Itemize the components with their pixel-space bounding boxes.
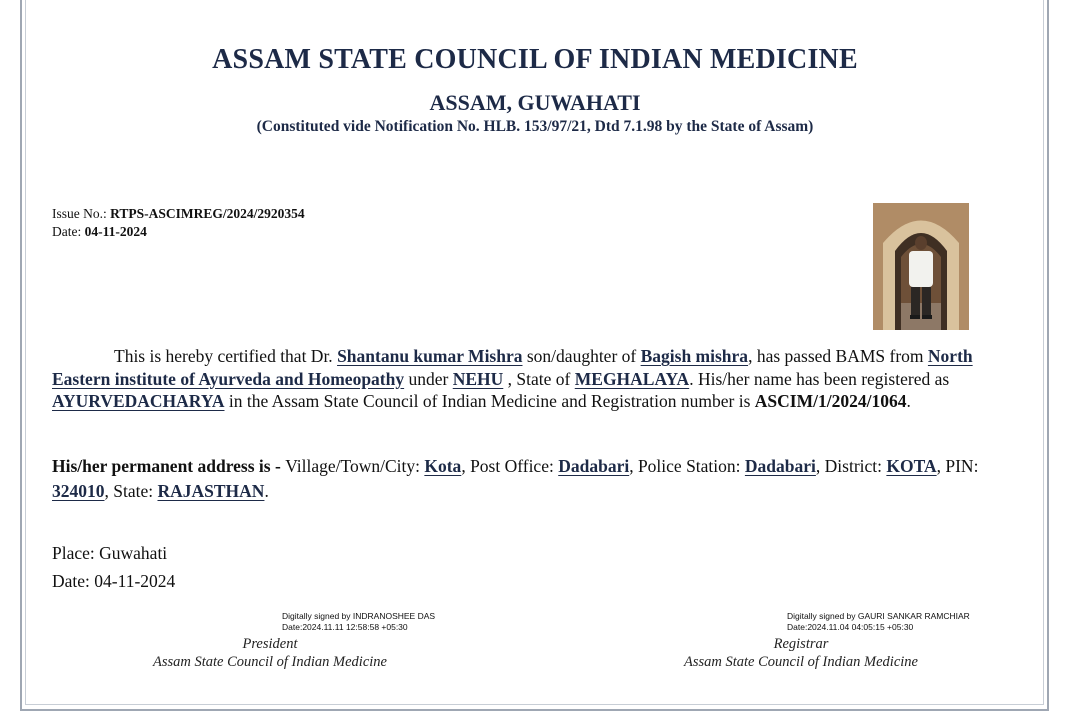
council-location: ASSAM, GUWAHATI bbox=[429, 90, 641, 115]
president-digital-signature: Digitally signed by INDRANOSHEE DAS Date:2024.11.11 12:58:58 +05:30 bbox=[282, 611, 436, 632]
council-title: ASSAM STATE COUNCIL OF INDIAN MEDICINE bbox=[212, 44, 858, 75]
address-state: RAJASTHAN bbox=[157, 481, 265, 501]
degree-title: AYURVEDACHARYA bbox=[52, 391, 225, 411]
address-district: KOTA bbox=[886, 456, 937, 476]
institute-state: MEGHALAYA bbox=[574, 368, 690, 389]
certificate-paragraph: This is hereby certified that Dr. Shantanu kumar Mishra son/daughter of Bagish mishra, has passed BAMS from North Eastern institute of Ayurveda and Homeopathy under NEHU , State of MEGHALAYA. His/her name has been registered as AYURVEDACHARYA in the Assam State Council of Indian Medicine and Registration number is ASCIM/1/2024/1064. bbox=[52, 346, 973, 411]
institute-name: North Eastern institute of Ayurveda and Homeopathy bbox=[52, 346, 973, 389]
registration-number: ASCIM/1/2024/1064 bbox=[754, 391, 907, 411]
address-police-station: Dadabari bbox=[744, 456, 816, 476]
permanent-address: His/her permanent address is - Village/Town/City: Kota, Post Office: Dadabari, Police Station: Dadabari, District: KOTA, PIN: 324010, State: RAJASTHAN. bbox=[52, 456, 979, 501]
issue-number-line: Issue No.: RTPS-ASCIMREG/2024/2920354 bbox=[52, 206, 305, 221]
address-label: His/her permanent address is - bbox=[52, 456, 286, 476]
registrar-title: Registrar bbox=[773, 636, 829, 652]
address-city: Kota bbox=[424, 456, 462, 476]
registrar-digital-signature: Digitally signed by GAURI SANKAR RAMCHIAR Date:2024.11.04 04:05:15 +05:30 bbox=[787, 611, 970, 632]
issue-date: 04-11-2024 bbox=[84, 224, 147, 239]
president-title: President bbox=[242, 636, 298, 652]
address-pin: 324010 bbox=[52, 481, 105, 501]
parent-name: Bagish mishra bbox=[640, 346, 749, 366]
issue-date-line: Date: 04-11-2024 bbox=[52, 224, 147, 239]
president-org: Assam State Council of Indian Medicine bbox=[153, 654, 387, 670]
applicant-photo bbox=[873, 203, 969, 330]
university-name: NEHU bbox=[452, 368, 504, 389]
constitution-notification: (Constituted vide Notification No. HLB. 153/97/21, Dtd 7.1.98 by the State of Assam) bbox=[256, 118, 814, 135]
issue-number: RTPS-ASCIMREG/2024/2920354 bbox=[110, 206, 305, 221]
registrar-org: Assam State Council of Indian Medicine bbox=[684, 654, 918, 670]
address-post-office: Dadabari bbox=[558, 456, 630, 476]
place-line: Place: Guwahati bbox=[52, 543, 168, 563]
doctor-name: Shantanu kumar Mishra bbox=[337, 346, 523, 366]
footer-date-line: Date: 04-11-2024 bbox=[52, 571, 176, 591]
